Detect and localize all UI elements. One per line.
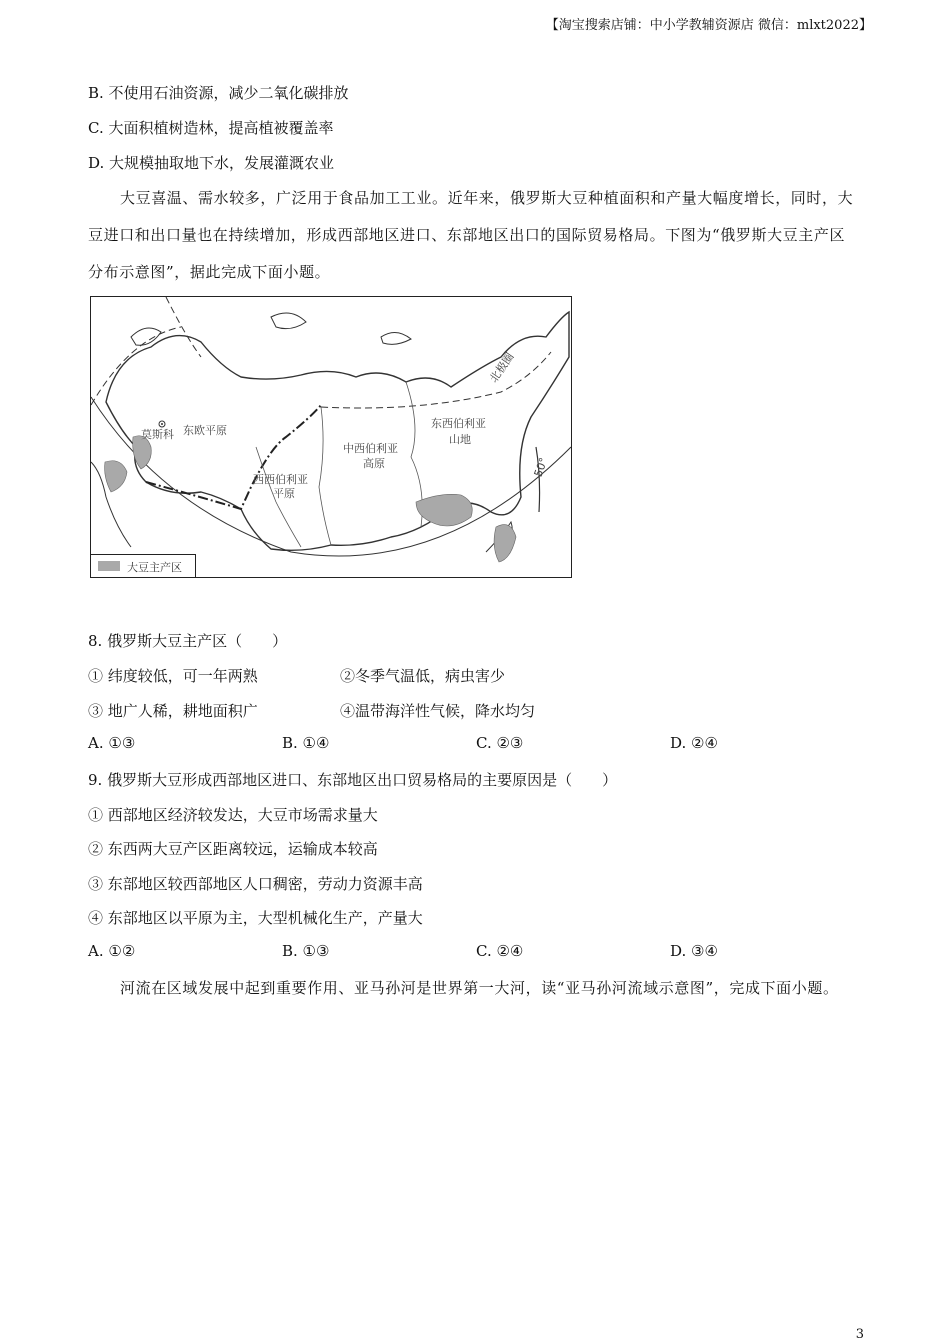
label-west-siberian-plain-1: 西西伯利亚 <box>253 473 308 486</box>
label-latitude-50: 50° <box>531 455 551 479</box>
label-central-siberian-plateau-2: 高原 <box>363 457 385 470</box>
label-moscow: 莫斯科 <box>141 428 174 441</box>
map-legend <box>91 554 196 577</box>
label-east-siberian-mountains-2: 山地 <box>449 433 471 446</box>
page-header: 【淘宝搜索店铺：中小学教辅资源店 微信：mlxt2022】 <box>545 18 872 33</box>
q9-statement-2: ② 东西两大豆产区距离较远，运输成本较高 <box>88 840 378 858</box>
label-central-siberian-plateau-1: 中西伯利亚 <box>343 442 398 455</box>
page-number: 3 <box>855 1327 864 1342</box>
q9-option-a: A. ①② <box>88 942 136 960</box>
island-1 <box>271 313 306 329</box>
legend-label-soybean: 大豆主产区 <box>127 561 182 574</box>
q8-stem: 8. 俄罗斯大豆主产区（ ） <box>88 632 288 650</box>
q8-statement-1: ① 纬度较低，可一年两熟 <box>88 667 258 685</box>
q9-statement-1: ① 西部地区经济较发达，大豆市场需求量大 <box>88 806 378 824</box>
label-west-siberian-plain-2: 平原 <box>273 487 295 500</box>
russia-outline <box>106 312 569 550</box>
label-east-european-plain: 东欧平原 <box>183 424 227 437</box>
soy-area-east <box>416 494 472 526</box>
q9-stem: 9. 俄罗斯大豆形成西部地区进口、东部地区出口贸易格局的主要原因是（ ） <box>88 771 618 789</box>
q8-option-a: A. ①③ <box>88 734 136 752</box>
q9-option-b: B. ①③ <box>282 942 330 960</box>
intro-paragraph-amazon: 河流在区域发展中起到重要作用、亚马孙河是世界第一大河，读“亚马孙河流域示意图”，完成下面小题。 <box>120 979 839 997</box>
q8-statement-4: ④温带海洋性气候，降水均匀 <box>340 702 536 720</box>
q8-statement-3: ③ 地广人稀，耕地面积广 <box>88 702 258 720</box>
q8-option-c: C. ②③ <box>476 734 524 752</box>
moscow-dot <box>161 423 163 425</box>
q9-statement-4: ④ 东部地区以平原为主，大型机械化生产，产量大 <box>88 909 423 927</box>
legend-swatch-soybean <box>98 561 120 571</box>
option-c: C. 大面积植树造林，提高植被覆盖率 <box>88 119 334 137</box>
island-2 <box>381 332 411 344</box>
q8-statement-2: ②冬季气温低，病虫害少 <box>340 667 506 685</box>
option-d: D. 大规模抽取地下水，发展灌溉农业 <box>88 154 335 172</box>
label-arctic-circle: 北极圈 <box>487 350 517 385</box>
region-boundary-2 <box>319 407 331 545</box>
q8-option-b: B. ①④ <box>282 734 330 752</box>
russia-soybean-map <box>90 296 572 578</box>
meridian-dashed-line <box>166 297 201 357</box>
q9-option-d: D. ③④ <box>670 942 718 960</box>
soy-area-far-east <box>494 525 516 562</box>
soy-area-southwest <box>105 461 127 492</box>
label-east-siberian-mountains-1: 东西伯利亚 <box>431 417 486 430</box>
q8-option-d: D. ②④ <box>670 734 718 752</box>
map-drawing <box>91 297 571 577</box>
intro-paragraph-soybean: 大豆喜温、需水较多，广泛用于食品加工工业。近年来，俄罗斯大豆种植面积和产量大幅度增长，同时，大豆进口和出口量也在持续增加，形成西部地区进口、东部地区出口的国际贸易格局。下图为“俄罗斯大豆主产区分布示意图”，据此完成下面小题。 <box>88 189 854 281</box>
q9-statement-3: ③ 东部地区较西部地区人口稠密，劳动力资源丰高 <box>88 875 423 893</box>
option-b: B. 不使用石油资源，减少二氧化碳排放 <box>88 84 349 102</box>
q9-option-c: C. ②④ <box>476 942 524 960</box>
